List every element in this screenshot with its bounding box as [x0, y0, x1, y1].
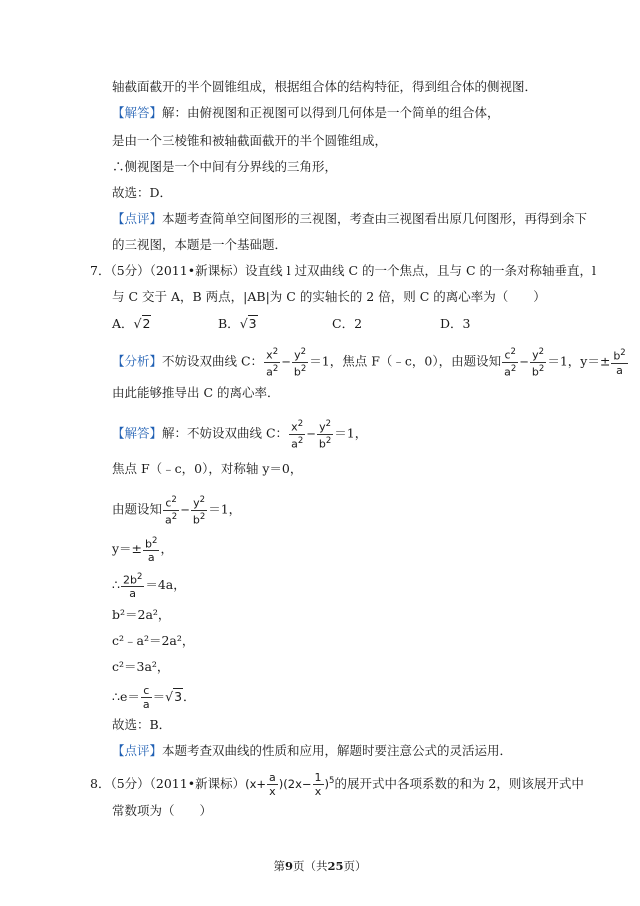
text: ＝1，焦点 F（﹣c，0），由题设知 [309, 353, 502, 369]
fraction: $\frac{y^2}{b^2}$ [192, 495, 206, 527]
text: ＝1， [547, 353, 581, 369]
text: 第 [273, 859, 285, 873]
total-pages: 25 [327, 859, 344, 873]
option-c: C．2 [332, 316, 363, 331]
fraction: $\frac{b^2}{a}$ [145, 535, 158, 565]
step-line: 由题设知 $\frac{c^2}{a^2}$ − $\frac{y^2}{b^2}$ ＝1， [112, 495, 242, 527]
fraction: $\frac{c}{a}$ [142, 684, 150, 711]
text: ， [160, 541, 173, 556]
text-line: 焦点 F（﹣c，0），对称轴 y＝0， [112, 461, 303, 476]
answer-tag: 【解答】 [112, 105, 163, 120]
analysis-line: 【分析】不妨设双曲线 C： $\frac{x^2}{a^2}$ − $\frac{y^2}{b^2}$ ＝1，焦点 F（﹣c，0），由题设知 $\frac{c^2}{a^2}$ − $\frac{y^2}{b^2}$ ＝1，y＝± $\frac{b^2}{a}$ [112, 347, 626, 379]
review-line [112, 210, 587, 228]
text-line: ∴侧视图是一个中间有分界线的三角形， [112, 159, 338, 174]
review-tag: 【点评】 [112, 743, 163, 758]
text-line: b²＝2a²， [112, 607, 171, 622]
step-line: ∴e＝ $\frac{c}{a}$ ＝√3． [112, 684, 196, 711]
option-d: D．3 [440, 316, 471, 331]
fraction: $\frac{b^2}{a}$ [613, 348, 626, 377]
text: （5分）（2011•新课标） [110, 775, 246, 791]
review-tag: 【点评】 [112, 211, 163, 226]
sqrt-value: 2 [142, 316, 151, 331]
page-footer [0, 858, 640, 874]
fraction: $\frac{c^2}{a^2}$ [165, 495, 178, 527]
text: 页（共 [293, 859, 328, 873]
review-line [112, 742, 512, 760]
text: 页） [343, 859, 367, 873]
text: ． [183, 689, 196, 704]
text-line: c²﹣a²＝2a²， [112, 633, 195, 648]
text-line: 由此能够推导出 C 的离心率． [112, 385, 280, 400]
label: B． [218, 316, 240, 331]
sqrt-value: 3 [174, 689, 183, 704]
text: 由题设知 [112, 501, 163, 517]
text: 解：不妨设双曲线 C： [162, 425, 289, 441]
fraction: $\frac{c^2}{a^2}$ [504, 347, 517, 379]
text-line: 与 C 交于 A，B 两点，|AB|为 C 的实轴长的 2 倍，则 C 的离心率为（ ） [112, 289, 546, 304]
question-7-stem [90, 262, 596, 280]
answer-tag: 【解答】 [112, 425, 163, 441]
text: ∴ [112, 577, 120, 592]
option-b: B．√3 [218, 316, 257, 331]
question-8-stem [90, 766, 584, 799]
text: 的展开式中各项系数的和为 2，则该展开式中 [334, 775, 584, 791]
text-line: 是由一个三棱锥和被轴截面截开的半个圆锥组成， [112, 133, 388, 148]
binomial-expression: (x+ $\frac{a}{x}$ )(2x− $\frac{1}{x}$ )$^5$ [245, 770, 335, 798]
sqrt-value: 3 [248, 316, 257, 331]
text: 不妨设双曲线 C： [162, 353, 264, 369]
fraction: $\frac{2b^2}{a}$ [122, 571, 143, 601]
answer-line: 【解答】解：不妨设双曲线 C： $\frac{x^2}{a^2}$ − $\frac{y^2}{b^2}$ ＝1， [112, 419, 368, 451]
question-number: 7． [90, 263, 111, 278]
text-line: 常数项为（ ） [112, 803, 213, 818]
label: A． [112, 316, 134, 331]
text: ∴e＝ [112, 689, 140, 704]
text-line: 的三视图，本题是一个基础题． [112, 237, 288, 252]
text: 解：由俯视图和正视图可以得到几何体是一个简单的组合体， [162, 105, 500, 120]
text: y＝± [580, 353, 611, 369]
fraction: $\frac{x^2}{a^2}$ [291, 419, 304, 451]
step-line [112, 570, 186, 600]
question-number: 8． [90, 775, 111, 791]
text-line: 轴截面截开的半个圆锥组成，根据组合体的结构特征，得到组合体的侧视图． [112, 79, 538, 94]
analysis-tag: 【分析】 [112, 353, 163, 369]
text: ＝1， [334, 425, 368, 441]
answer-line [112, 104, 500, 122]
text: ＝ [152, 689, 166, 704]
text: ＝1， [208, 501, 242, 517]
text-line: c²＝3a²， [112, 659, 170, 674]
text-line: 故选：D． [112, 185, 173, 200]
text: （5分）（2011•新课标）设直线 l 过双曲线 C 的一个焦点，且与 C 的一条对称轴垂直，l [110, 263, 597, 278]
text-line: 故选：B． [112, 717, 172, 732]
page-number: 9 [284, 859, 293, 873]
fraction: $\frac{y^2}{b^2}$ [293, 347, 307, 379]
option-a: A．√2 [112, 316, 151, 331]
text: ＝4a， [145, 577, 186, 592]
fraction: $\frac{x^2}{a^2}$ [266, 347, 279, 379]
step-line [112, 534, 173, 564]
text: 本题考查双曲线的性质和应用，解题时要注意公式的灵活运用． [162, 743, 513, 758]
text: y＝± [112, 541, 143, 556]
fraction: $\frac{y^2}{b^2}$ [318, 419, 332, 451]
fraction: $\frac{y^2}{b^2}$ [531, 347, 545, 379]
text: 本题考查简单空间图形的三视图，考查由三视图看出原几何图形，再得到余下 [162, 211, 588, 226]
